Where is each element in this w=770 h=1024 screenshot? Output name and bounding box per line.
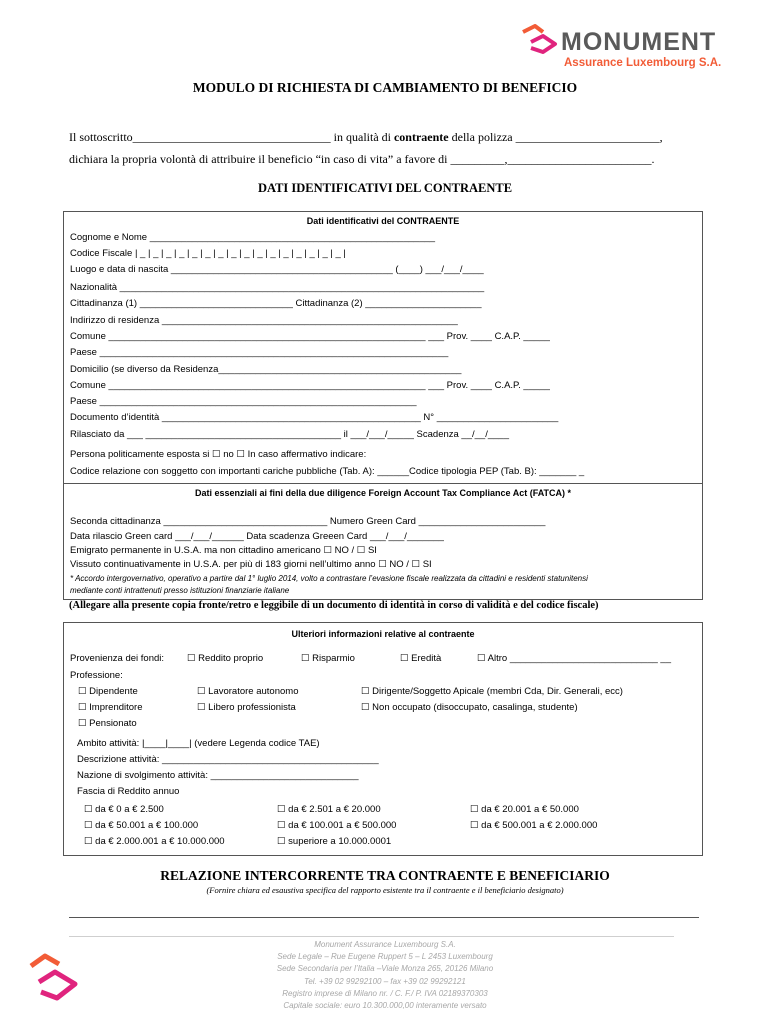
activity-line: Ambito attività: |____|____| (vedere Legenda codice TAE) xyxy=(77,738,320,749)
footer xyxy=(0,939,770,1012)
box1-line: Documento d’identità _________________________________________________ N° _______________________ xyxy=(70,412,559,423)
box1-line: Paese ____________________________________________________________ xyxy=(70,396,417,407)
box1-line: Comune ____________________________________________________________ ___ Prov. ____ C.A.P. _____ xyxy=(70,380,550,391)
activity-line: Nazione di svolgimento attività: ____________________________ xyxy=(77,770,359,781)
income-band-label: da € 0 a € 2.500 xyxy=(95,804,164,815)
income-band-label: da € 100.001 a € 500.000 xyxy=(288,820,397,831)
attach-note: (Allegare alla presente copia fronte/retro e leggibile di un documento di identità in corso di validità e del codice fiscale) xyxy=(69,600,599,611)
income-band-label: da € 500.001 a € 2.000.000 xyxy=(481,820,598,831)
box1-line: Persona politicamente esposta si ☐ no ☐ In caso affermativo indicare: xyxy=(70,449,367,460)
income-band-option xyxy=(277,836,391,848)
funds-option xyxy=(301,653,355,665)
section-title-contraente: DATI IDENTIFICATIVI DEL CONTRAENTE xyxy=(257,181,513,195)
income-band-label: da € 2.501 a € 20.000 xyxy=(288,804,381,815)
box1-line: Indirizzo di residenza ________________________________________________________ xyxy=(70,315,458,326)
checkbox-icon: ☐ xyxy=(78,686,87,697)
profession-option-label: Imprenditore xyxy=(89,702,143,713)
intro-line-1-bold: contraente xyxy=(393,130,449,144)
profession-option xyxy=(78,702,143,714)
box3-header: Ulteriori informazioni relative al contraente xyxy=(291,629,475,639)
section-relazione-subtitle: (Fornire chiara ed esaustiva specifica del rapporto esistente tra il contraente e il beneficiario designato) xyxy=(206,885,564,895)
box2-line: Emigrato permanente in U.S.A. ma non cittadino americano ☐ NO / ☐ SI xyxy=(70,545,377,556)
main-title: MODULO DI RICHIESTA DI CAMBIAMENTO DI BENEFICIO xyxy=(192,80,578,95)
checkbox-icon: ☐ xyxy=(187,653,196,664)
box1-line: Nazionalità _____________________________________________________________________ xyxy=(70,282,485,293)
income-band-label: da € 20.001 a € 50.000 xyxy=(481,804,579,815)
checkbox-icon: ☐ xyxy=(277,820,286,831)
funds-option-label: Altro ____________________________ __ xyxy=(487,653,671,664)
contraente-data-box xyxy=(63,211,703,600)
box2-line: Seconda cittadinanza _______________________________ Numero Green Card ________________________ xyxy=(70,516,546,527)
fatca-note xyxy=(70,573,588,585)
intro-line-1-prefix: Il sottoscritto_________________________________ in qualità di xyxy=(69,130,394,144)
brand-subtitle: Assurance Luxembourg S.A. xyxy=(564,57,722,69)
checkbox-icon: ☐ xyxy=(361,702,370,713)
income-band-label: superiore a 10.000.0001 xyxy=(288,836,392,847)
box1-line: Codice relazione con soggetto con importanti cariche pubbliche (Tab. A): ______Codice tipologia PEP (Tab. B): _______ _ xyxy=(70,466,585,477)
activity-line: Descrizione attività: _________________________________________ xyxy=(77,754,379,765)
profession-option xyxy=(361,702,578,714)
fatca-note-line-2: mediante conti intrattenuti presso istituzioni finanziarie italiane xyxy=(70,586,290,595)
funds-option-label: Eredità xyxy=(411,653,442,664)
profession-option xyxy=(361,686,623,698)
box2-header: Dati essenziali ai fini della due diligence Foreign Account Tax Compliance Act (FATCA) * xyxy=(194,488,572,498)
box1-line: Cittadinanza (1) _____________________________ Cittadinanza (2) ______________________ xyxy=(70,298,482,309)
checkbox-icon: ☐ xyxy=(84,804,93,815)
checkbox-icon: ☐ xyxy=(277,836,286,847)
income-band-option xyxy=(277,820,396,832)
brand-name: MONUMENT xyxy=(561,28,717,56)
checkbox-icon: ☐ xyxy=(470,804,479,815)
box1-line: Codice Fiscale | _ | _ | _ | _ | _ | _ | _ | _ | _ | _ | _ | _ | _ | _ | _ | _ | xyxy=(70,248,346,259)
profession-option-label: Dirigente/Soggetto Apicale (membri Cda, Dir. Generali, ecc) xyxy=(372,686,623,697)
income-band-option xyxy=(470,820,597,832)
income-band-label: da € 2.000.001 a € 10.000.000 xyxy=(95,836,225,847)
income-band-option xyxy=(277,804,381,816)
box1-line: Rilasciato da ___ _____________________________________ il ___/___/_____ Scadenza __/__/____ xyxy=(70,429,509,440)
profession-option-label: Libero professionista xyxy=(208,702,296,713)
income-band-label: da € 50.001 a € 100.000 xyxy=(95,820,199,831)
footer-line: Sede Legale – Rue Eugene Ruppert 5 – L 2453 Luxembourg xyxy=(277,952,493,962)
funds-option-label: Risparmio xyxy=(312,653,355,664)
checkbox-icon: ☐ xyxy=(301,653,310,664)
footer-divider xyxy=(69,936,674,937)
fatca-note-line-1: Accordo intergovernativo, operativo a partire dal 1° luglio 2014, volto a contrastare l’evasione fiscale realizzata da cittadini e residenti statunitensi xyxy=(75,574,588,583)
checkbox-icon: ☐ xyxy=(470,820,479,831)
profession-option xyxy=(78,718,137,730)
checkbox-icon: ☐ xyxy=(400,653,409,664)
intro-line-2: dichiara la propria volontà di attribuire il beneficio “in caso di vita” a favore di _________,________________________. xyxy=(69,152,655,166)
checkbox-icon: ☐ xyxy=(477,653,486,664)
profession-option xyxy=(197,702,296,714)
footer-line: Sede Secondaria per l’Italia –Viale Monza 265, 20126 Milano xyxy=(276,964,494,974)
checkbox-icon: ☐ xyxy=(277,804,286,815)
profession-option xyxy=(78,686,138,698)
checkbox-icon: ☐ xyxy=(197,702,206,713)
intro-line-1-suffix: della polizza ________________________, xyxy=(448,130,663,144)
income-band-option xyxy=(84,804,164,816)
checkbox-icon: ☐ xyxy=(84,836,93,847)
box1-header: Dati identificativi del CONTRAENTE xyxy=(306,216,460,226)
income-band-option xyxy=(470,804,579,816)
checkbox-icon: ☐ xyxy=(78,702,87,713)
box1-line: Paese __________________________________________________________________ xyxy=(70,347,449,358)
profession-option-label: Non occupato (disoccupato, casalinga, studente) xyxy=(372,702,578,713)
intro-line-1 xyxy=(69,130,663,145)
relation-answer-line xyxy=(69,917,699,918)
income-band-option xyxy=(84,820,198,832)
box2-line: Data rilascio Green card ___/___/______ Data scadenza Greeen Card ___/___/_______ xyxy=(70,531,444,542)
profession-option-label: Dipendente xyxy=(89,686,138,697)
funds-option xyxy=(477,653,671,665)
monument-logo-icon xyxy=(521,24,559,60)
box1-line: Cognome e Nome ______________________________________________________ xyxy=(70,232,436,243)
checkbox-icon: ☐ xyxy=(78,718,87,729)
box1-line: Luogo e data di nascita __________________________________________ (____) ___/___/____ xyxy=(70,264,484,275)
profession-label: Professione: xyxy=(70,670,123,681)
footer-line: Registro imprese di Milano nr. / C. F./ P. IVA 02189370303 xyxy=(282,988,488,998)
checkbox-icon: ☐ xyxy=(361,686,370,697)
activity-line: Fascia di Reddito annuo xyxy=(77,786,180,797)
box1-line: Domicilio (se diverso da Residenza______________________________________________ xyxy=(70,364,462,375)
monument-logo xyxy=(521,24,736,74)
section-title-relazione: RELAZIONE INTERCORRENTE TRA CONTRAENTE E BENEFICIARIO xyxy=(160,868,610,883)
profession-option-label: Pensionato xyxy=(89,718,137,729)
box1-line: Comune ____________________________________________________________ ___ Prov. ____ C.A.P. _____ xyxy=(70,331,550,342)
checkbox-icon: ☐ xyxy=(197,686,206,697)
footer-line: Tel. +39 02 99292100 – fax +39 02 99292121 xyxy=(304,976,466,986)
funds-option xyxy=(400,653,441,665)
profession-option-label: Lavoratore autonomo xyxy=(208,686,299,697)
income-band-option xyxy=(84,836,225,848)
funds-label: Provenienza dei fondi: xyxy=(70,653,165,664)
funds-option-label: Reddito proprio xyxy=(198,653,264,664)
footer-line: Monument Assurance Luxembourg S.A. xyxy=(314,940,456,949)
additional-info-box xyxy=(63,622,703,856)
fatca-note-mark: * xyxy=(70,574,74,583)
footer-line: Capitale sociale: euro 10.300.000,00 interamente versato xyxy=(283,1001,487,1011)
box2-line: Vissuto continuativamente in U.S.A. per più di 183 giorni nell’ultimo anno ☐ NO / ☐ SI xyxy=(70,559,432,570)
checkbox-icon: ☐ xyxy=(84,820,93,831)
funds-option xyxy=(187,653,263,665)
profession-option xyxy=(197,686,298,698)
box-divider xyxy=(64,483,702,484)
